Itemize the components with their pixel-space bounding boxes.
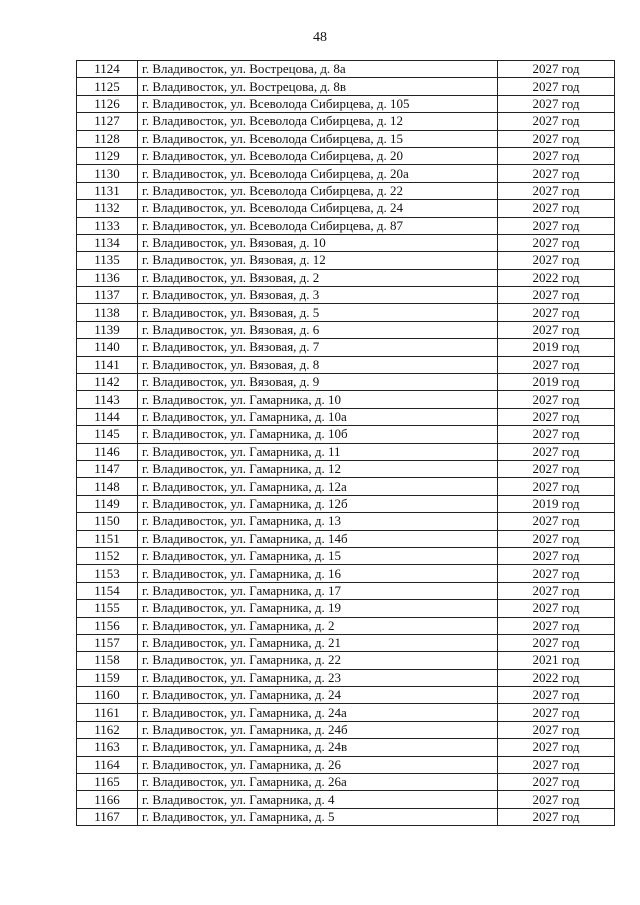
year-cell: 2027 год [498,460,615,477]
year-cell: 2027 год [498,617,615,634]
row-number-cell: 1158 [77,652,138,669]
row-number-cell: 1138 [77,304,138,321]
year-cell: 2027 год [498,200,615,217]
row-number-cell: 1149 [77,495,138,512]
table-row [77,495,615,512]
table-row [77,582,615,599]
address-cell: г. Владивосток, ул. Гамарника, д. 24в [138,739,498,756]
table-row [77,78,615,95]
year-cell: 2022 год [498,669,615,686]
row-number-cell: 1124 [77,61,138,78]
table-row [77,234,615,251]
row-number-cell: 1152 [77,547,138,564]
row-number-cell: 1161 [77,704,138,721]
row-number-cell: 1164 [77,756,138,773]
year-cell: 2027 год [498,687,615,704]
year-cell: 2027 год [498,217,615,234]
address-cell: г. Владивосток, ул. Гамарника, д. 10а [138,408,498,425]
address-cell: г. Владивосток, ул. Всеволода Сибирцева, д. 22 [138,182,498,199]
table-row [77,530,615,547]
year-cell: 2027 год [498,704,615,721]
address-cell: г. Владивосток, ул. Всеволода Сибирцева, д. 87 [138,217,498,234]
table-row [77,165,615,182]
address-cell: г. Владивосток, ул. Гамарника, д. 17 [138,582,498,599]
address-cell: г. Владивосток, ул. Гамарника, д. 26а [138,774,498,791]
address-cell: г. Владивосток, ул. Всеволода Сибирцева, д. 20 [138,147,498,164]
year-cell: 2027 год [498,774,615,791]
address-cell: г. Владивосток, ул. Гамарника, д. 24 [138,687,498,704]
row-number-cell: 1154 [77,582,138,599]
row-number-cell: 1137 [77,287,138,304]
page-number: 48 [313,30,327,45]
row-number-cell: 1159 [77,669,138,686]
year-cell: 2027 год [498,565,615,582]
table-row [77,182,615,199]
address-cell: г. Владивосток, ул. Всеволода Сибирцева, д. 15 [138,130,498,147]
table-row [77,756,615,773]
row-number-cell: 1134 [77,234,138,251]
table-row [77,617,615,634]
address-cell: г. Владивосток, ул. Гамарника, д. 23 [138,669,498,686]
table-row [77,565,615,582]
table-row [77,721,615,738]
table-row [77,252,615,269]
table-row [77,652,615,669]
row-number-cell: 1136 [77,269,138,286]
row-number-cell: 1163 [77,739,138,756]
table-row [77,200,615,217]
table-row [77,426,615,443]
address-cell: г. Владивосток, ул. Гамарника, д. 15 [138,547,498,564]
year-cell: 2027 год [498,443,615,460]
year-cell: 2027 год [498,791,615,808]
row-number-cell: 1133 [77,217,138,234]
table-row [77,634,615,651]
table-row [77,478,615,495]
year-cell: 2027 год [498,547,615,564]
address-cell: г. Владивосток, ул. Всеволода Сибирцева, д. 12 [138,113,498,130]
address-cell: г. Владивосток, ул. Гамарника, д. 2 [138,617,498,634]
year-cell: 2027 год [498,147,615,164]
row-number-cell: 1156 [77,617,138,634]
address-cell: г. Владивосток, ул. Гамарника, д. 24б [138,721,498,738]
year-cell: 2027 год [498,304,615,321]
address-cell: г. Владивосток, ул. Гамарника, д. 16 [138,565,498,582]
year-cell: 2027 год [498,61,615,78]
year-cell: 2027 год [498,113,615,130]
table-body [77,61,615,826]
table-row [77,669,615,686]
year-cell: 2027 год [498,582,615,599]
year-cell: 2022 год [498,269,615,286]
year-cell: 2027 год [498,756,615,773]
year-cell: 2027 год [498,78,615,95]
table-row [77,513,615,530]
year-cell: 2027 год [498,513,615,530]
row-number-cell: 1140 [77,339,138,356]
address-cell: г. Владивосток, ул. Всеволода Сибирцева, д. 20а [138,165,498,182]
row-number-cell: 1165 [77,774,138,791]
address-cell: г. Владивосток, ул. Гамарника, д. 13 [138,513,498,530]
year-cell: 2027 год [498,721,615,738]
year-cell: 2019 год [498,339,615,356]
table-row [77,808,615,825]
row-number-cell: 1141 [77,356,138,373]
table-row [77,547,615,564]
address-cell: г. Владивосток, ул. Гамарника, д. 12 [138,460,498,477]
address-cell: г. Владивосток, ул. Вязовая, д. 9 [138,374,498,391]
year-cell: 2027 год [498,165,615,182]
row-number-cell: 1157 [77,634,138,651]
year-cell: 2027 год [498,252,615,269]
address-cell: г. Владивосток, ул. Гамарника, д. 19 [138,600,498,617]
address-cell: г. Владивосток, ул. Вострецова, д. 8в [138,78,498,95]
address-cell: г. Владивосток, ул. Гамарника, д. 26 [138,756,498,773]
year-cell: 2027 год [498,739,615,756]
table-row [77,217,615,234]
year-cell: 2027 год [498,182,615,199]
row-number-cell: 1167 [77,808,138,825]
address-cell: г. Владивосток, ул. Вострецова, д. 8а [138,61,498,78]
row-number-cell: 1166 [77,791,138,808]
row-number-cell: 1148 [77,478,138,495]
table-row [77,374,615,391]
year-cell: 2027 год [498,478,615,495]
address-schedule-table [76,60,615,826]
address-cell: г. Владивосток, ул. Гамарника, д. 4 [138,791,498,808]
table-row [77,408,615,425]
address-cell: г. Владивосток, ул. Гамарника, д. 22 [138,652,498,669]
year-cell: 2027 год [498,234,615,251]
row-number-cell: 1139 [77,321,138,338]
address-cell: г. Владивосток, ул. Гамарника, д. 24а [138,704,498,721]
address-cell: г. Владивосток, ул. Гамарника, д. 12а [138,478,498,495]
table-row [77,287,615,304]
address-cell: г. Владивосток, ул. Вязовая, д. 7 [138,339,498,356]
year-cell: 2027 год [498,408,615,425]
address-cell: г. Владивосток, ул. Вязовая, д. 5 [138,304,498,321]
table-row [77,774,615,791]
table-row [77,147,615,164]
row-number-cell: 1132 [77,200,138,217]
row-number-cell: 1126 [77,95,138,112]
year-cell: 2027 год [498,634,615,651]
address-cell: г. Владивосток, ул. Гамарника, д. 10б [138,426,498,443]
year-cell: 2027 год [498,808,615,825]
address-cell: г. Владивосток, ул. Гамарника, д. 10 [138,391,498,408]
row-number-cell: 1128 [77,130,138,147]
table-row [77,443,615,460]
table-row [77,460,615,477]
address-cell: г. Владивосток, ул. Всеволода Сибирцева, д. 105 [138,95,498,112]
table-row [77,304,615,321]
table-row [77,61,615,78]
row-number-cell: 1129 [77,147,138,164]
address-cell: г. Владивосток, ул. Гамарника, д. 21 [138,634,498,651]
row-number-cell: 1153 [77,565,138,582]
address-cell: г. Владивосток, ул. Гамарника, д. 11 [138,443,498,460]
row-number-cell: 1145 [77,426,138,443]
row-number-cell: 1146 [77,443,138,460]
row-number-cell: 1160 [77,687,138,704]
row-number-cell: 1131 [77,182,138,199]
row-number-cell: 1151 [77,530,138,547]
table-row [77,600,615,617]
year-cell: 2019 год [498,374,615,391]
year-cell: 2027 год [498,95,615,112]
year-cell: 2027 год [498,321,615,338]
address-cell: г. Владивосток, ул. Всеволода Сибирцева, д. 24 [138,200,498,217]
row-number-cell: 1135 [77,252,138,269]
year-cell: 2027 год [498,130,615,147]
table-row [77,95,615,112]
row-number-cell: 1155 [77,600,138,617]
row-number-cell: 1130 [77,165,138,182]
year-cell: 2027 год [498,530,615,547]
address-cell: г. Владивосток, ул. Гамарника, д. 14б [138,530,498,547]
table-row [77,339,615,356]
address-cell: г. Владивосток, ул. Вязовая, д. 2 [138,269,498,286]
year-cell: 2027 год [498,287,615,304]
row-number-cell: 1125 [77,78,138,95]
row-number-cell: 1143 [77,391,138,408]
address-cell: г. Владивосток, ул. Вязовая, д. 12 [138,252,498,269]
year-cell: 2027 год [498,426,615,443]
table-row [77,130,615,147]
year-cell: 2027 год [498,356,615,373]
address-cell: г. Владивосток, ул. Вязовая, д. 8 [138,356,498,373]
year-cell: 2021 год [498,652,615,669]
table-row [77,269,615,286]
year-cell: 2019 год [498,495,615,512]
row-number-cell: 1162 [77,721,138,738]
row-number-cell: 1127 [77,113,138,130]
table-row [77,739,615,756]
row-number-cell: 1144 [77,408,138,425]
table-row [77,356,615,373]
address-cell: г. Владивосток, ул. Вязовая, д. 3 [138,287,498,304]
table-row [77,704,615,721]
row-number-cell: 1150 [77,513,138,530]
table-row [77,791,615,808]
table-row [77,113,615,130]
table-row [77,687,615,704]
address-cell: г. Владивосток, ул. Вязовая, д. 10 [138,234,498,251]
address-cell: г. Владивосток, ул. Гамарника, д. 12б [138,495,498,512]
table-row [77,391,615,408]
address-cell: г. Владивосток, ул. Вязовая, д. 6 [138,321,498,338]
row-number-cell: 1142 [77,374,138,391]
year-cell: 2027 год [498,600,615,617]
table-row [77,321,615,338]
year-cell: 2027 год [498,391,615,408]
row-number-cell: 1147 [77,460,138,477]
address-cell: г. Владивосток, ул. Гамарника, д. 5 [138,808,498,825]
